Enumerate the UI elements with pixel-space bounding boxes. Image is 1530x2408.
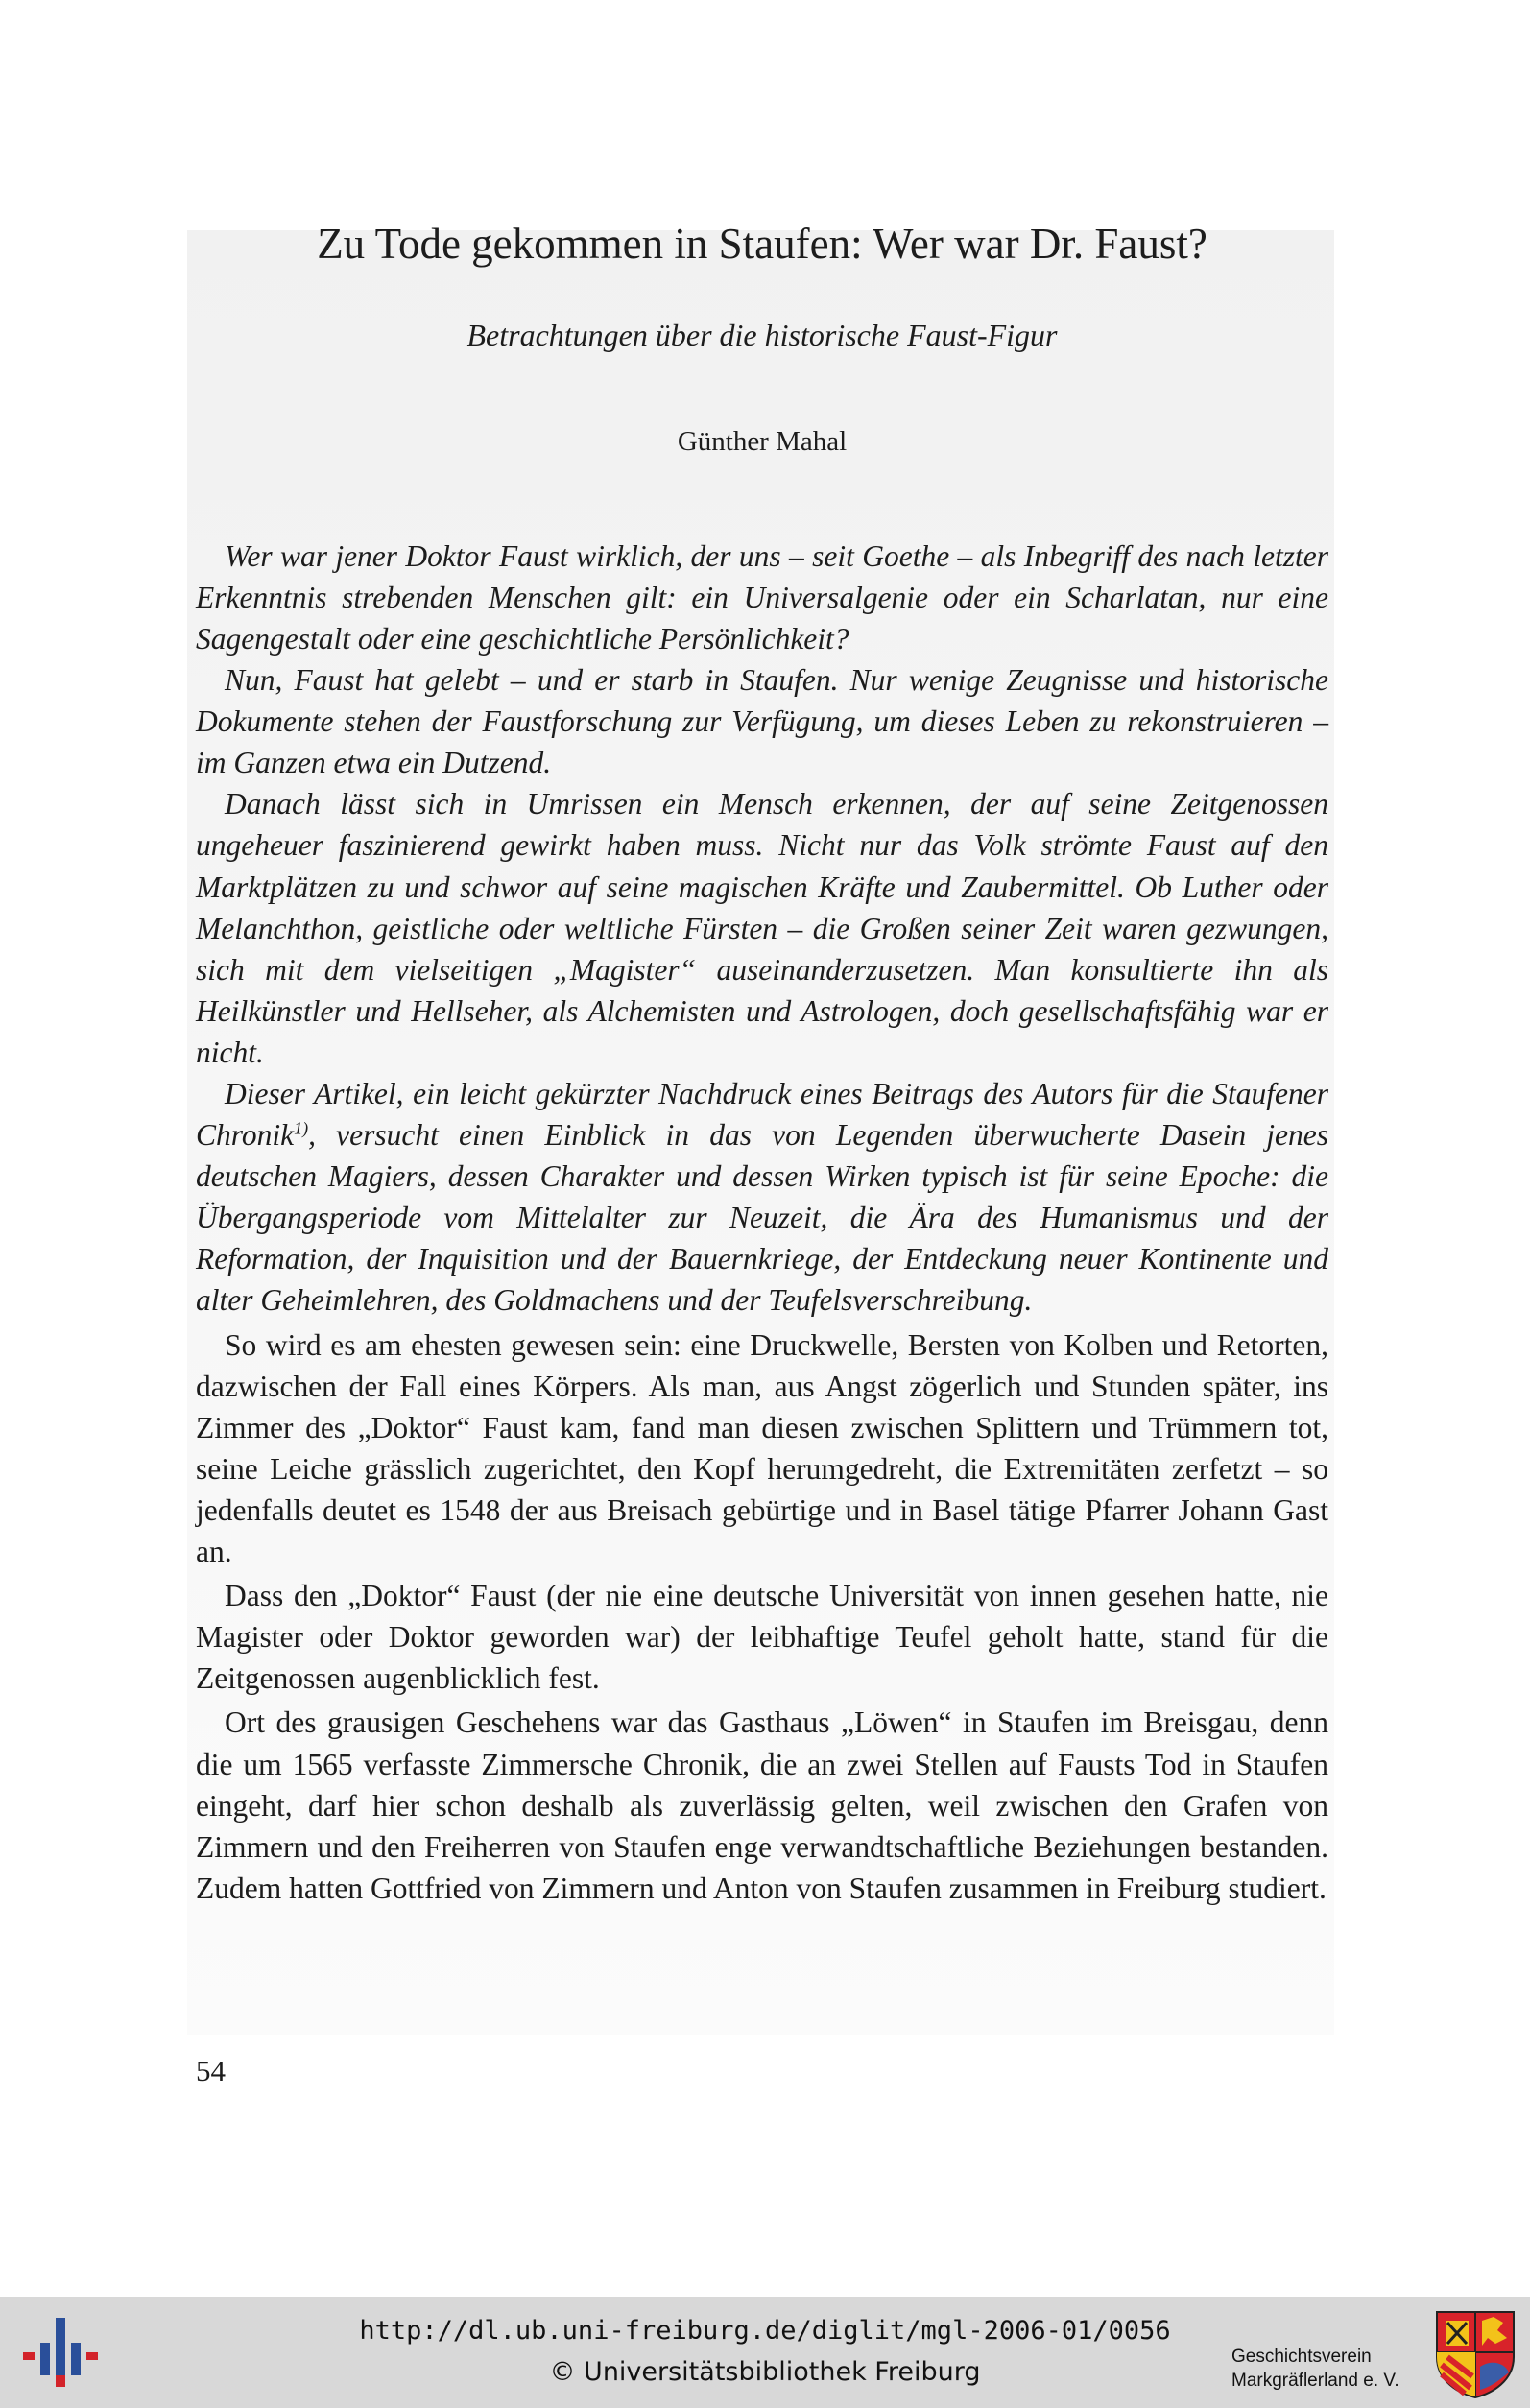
paragraph: Ort des grausigen Geschehens war das Gasthaus „Löwen“ in Staufen im Breisgau, denn die um 1565 verfasste Zimmersche Chronik, die an zwei Stellen auf Fausts Tod in Staufen eingeht, darf hier schon deshalb als zuverlässig gelten, weil zwischen den Grafen von Zimmern und den Freiherren von Staufen enge verwandtschaftliche Beziehungen bestanden. Zudem hatten Gottfried von Zimmern und Anton von Staufen zusammen in Freiburg studiert. [196,1705,1328,1905]
paragraph: Danach lässt sich in Umrissen ein Mensch erkennen, der auf seine Zeitgenossen ungeheuer faszinierend gewirkt haben muss. Nicht nur das Volk strömte Faust auf den Marktplätzen zu und schwor auf seine magischen Kräfte und Zaubermittel. Ob Luther oder Melanchthon, geistliche oder weltliche Fürsten – die Großen seiner Zeit waren gezwungen, sich mit dem vielseitigen „Magister“ auseinanderzusetzen. Man konsultierte ihn als Heilkünstler und Hellseher, als Alchemisten und Astrologen, doch gesellschaftsfähig war er nicht. [196,787,1328,1069]
article-subtitle: Betrachtungen über die historische Faust-Figur [466,317,1058,352]
paragraph-with-footnote [196,1073,1328,1322]
article-author: Günther Mahal [677,426,848,458]
article-title: Zu Tode gekommen in Staufen: Wer war Dr. Faust? [317,220,1207,268]
paragraph: Wer war jener Doktor Faust wirklich, der uns – seit Goethe – als Inbegriff des nach letzter Erkenntnis strebenden Menschen gilt: ein Universalgenie oder ein Scharlatan, nur eine Sagengestalt oder eine geschichtliche Persönlichkeit? [196,538,1328,656]
article-body [196,536,1328,1909]
article-main [196,1324,1328,1909]
footer-society-name [1231,2345,1399,2393]
paragraph: So wird es am ehesten gewesen sein: eine Druckwelle, Bersten von Kolben und Retorten, dazwischen der Fall eines Körpers. Als man, aus Angst zögerlich und Stunden später, ins Zimmer des „Doktor“ Faust kam, fand man diesen zwischen Splittern und Trümmern tot, seine Leiche grässlich zugerichtet, den Kopf herumgedreht, die Extremitäten zerfetzt – so jedenfalls deutet es 1548 der aus Breisach gebürtige und in Basel tätige Pfarrer Johann Gast an. [196,1327,1328,1569]
footer-copyright: © Universitätsbibliothek Freiburg [549,2357,981,2387]
footer-url-link[interactable]: http://dl.ub.uni-freiburg.de/diglit/mgl-2006-01/0056 [359,2316,1171,2346]
paragraph: Dass den „Doktor“ Faust (der nie eine deutsche Universität von innen gesehen hatte, nie Magister oder Doktor geworden war) der leibhaftige Teufel geholt hatte, stand für die Zeitgenossen augenblicklich fest. [196,1579,1328,1696]
society-line: Geschichtsverein [1231,2347,1372,2367]
article-intro [196,536,1328,1322]
society-line: Markgräflerland e. V. [1231,2371,1399,2391]
footnote-reference: 1) [294,1118,309,1138]
paragraph-part: , versucht einen Einblick in das von Legenden überwucherte Dasein jenes deutschen Magiers, dessen Charakter und dessen Wirken typisch ist für seine Epoche: die Übergangsperiode vom Mittelalter zur Neuzeit, die Ära des Humanismus und der Reformation, der Inquisition und der Bauernkriege, der Entdeckung neuer Kontinente und alter Geheimlehren, des Goldmachens und der Teufelsverschreibung. [196,1118,1328,1318]
footer-bar [0,2297,1530,2408]
coat-of-arms-icon [1434,2309,1517,2399]
paragraph-part: Dieser Artikel, ein leicht gekürzter Nachdruck eines Beitrags des Autors für die Staufener Chronik [196,1077,1328,1153]
page-number: 54 [196,2054,226,2087]
paragraph: Nun, Faust hat gelebt – und er starb in Staufen. Nur wenige Zeugnisse und historische Dokumente stehen der Faustforschung zur Verfügung, um dieses Leben zu rekonstruieren – im Ganzen etwa ein Dutzend. [196,663,1328,780]
document-page [196,216,1328,1912]
